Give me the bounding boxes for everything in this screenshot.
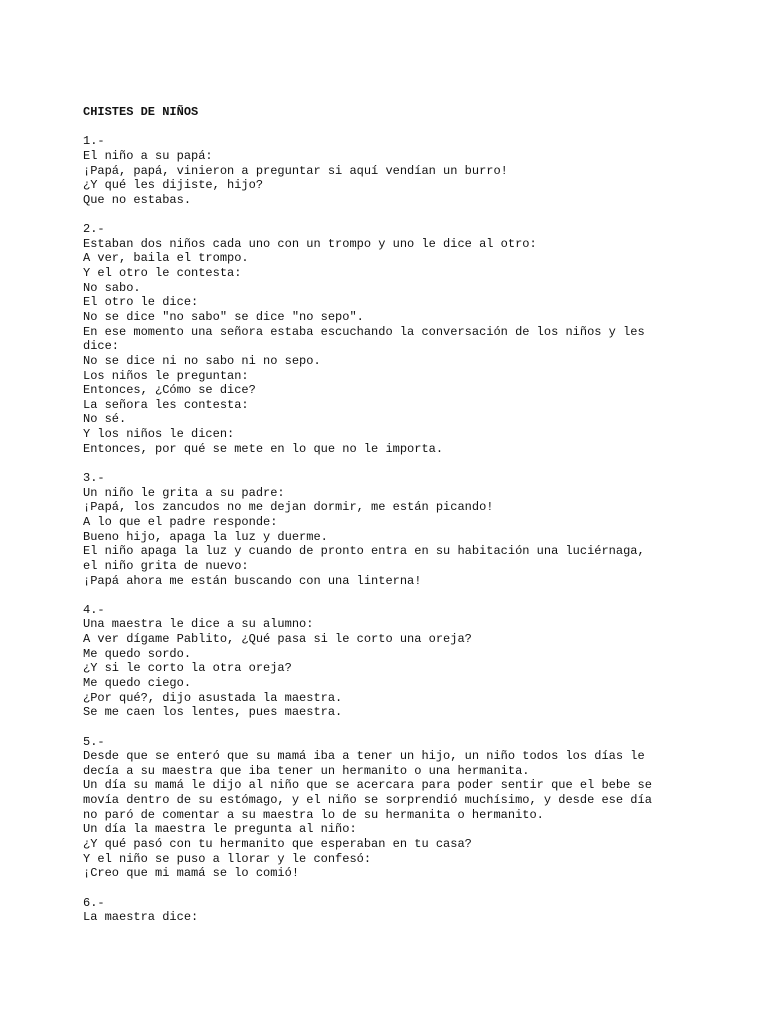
text-line: Una maestra le dice a su alumno: <box>83 617 314 632</box>
text-line: El otro le dice: <box>83 295 199 310</box>
text-line <box>83 720 723 735</box>
text-line: ¡Papá ahora me están buscando con una linterna! <box>83 573 422 588</box>
text-line <box>83 120 723 135</box>
text-line: movía dentro de su estómago, y el niño se sorprendió muchísimo, y desde ese día <box>83 793 652 808</box>
text-line: ¿Y qué les dijiste, hijo? <box>83 178 264 193</box>
text-line: Entonces, ¿Cómo se dice? <box>83 383 256 398</box>
text-line <box>83 881 723 896</box>
text-line: La señora les contesta: <box>83 397 249 412</box>
text-line: No se dice ni no sabo ni no sepo. <box>83 353 321 368</box>
text-line: ¡Papá, papá, vinieron a preguntar si aquí vendían un burro! <box>83 163 508 178</box>
text-line: Desde que se enteró que su mamá iba a tener un hijo, un niño todos los días le <box>83 749 645 764</box>
document-body <box>83 120 723 925</box>
document-title: CHISTES DE NIÑOS <box>83 105 199 119</box>
text-line: Los niños le preguntan: <box>83 368 249 383</box>
text-line <box>83 456 723 471</box>
text-line: Estaban dos niños cada uno con un trompo y uno le dice al otro: <box>83 236 537 251</box>
text-line: No sabo. <box>83 280 141 295</box>
text-line: Se me caen los lentes, pues maestra. <box>83 705 343 720</box>
text-line: ¿Y qué pasó con tu hermanito que esperaban en tu casa? <box>83 837 472 852</box>
text-line: ¡Creo que mi mamá se lo comió! <box>83 866 300 881</box>
text-line: Bueno hijo, apaga la luz y duerme. <box>83 529 328 544</box>
text-line: A ver dígame Pablito, ¿Qué pasa si le corto una oreja? <box>83 632 472 647</box>
document-text <box>83 105 723 925</box>
text-line: Y el otro le contesta: <box>83 266 242 281</box>
text-line: ¡Papá, los zancudos no me dejan dormir, me están picando! <box>83 500 494 515</box>
text-line: el niño grita de nuevo: <box>83 558 249 573</box>
text-line: En ese momento una señora estaba escuchando la conversación de los niños y les <box>83 324 645 339</box>
text-line: Un día la maestra le pregunta al niño: <box>83 822 357 837</box>
text-line: A ver, baila el trompo. <box>83 251 249 266</box>
text-line: Me quedo sordo. <box>83 646 192 661</box>
text-line: Un niño le grita a su padre: <box>83 485 285 500</box>
text-line <box>83 207 723 222</box>
text-line: El niño a su papá: <box>83 148 213 163</box>
text-line <box>83 588 723 603</box>
text-line: ¿Por qué?, dijo asustada la maestra. <box>83 690 343 705</box>
text-line: Y el niño se puso a llorar y le confesó: <box>83 851 372 866</box>
text-line: 3.- <box>83 471 105 486</box>
text-line: 2.- <box>83 222 105 237</box>
text-line: 4.- <box>83 602 105 617</box>
text-line: El niño apaga la luz y cuando de pronto entra en su habitación una luciérnaga, <box>83 544 645 559</box>
text-line: 1.- <box>83 134 105 149</box>
text-line: Entonces, por qué se mete en lo que no le importa. <box>83 441 444 456</box>
text-line: dice: <box>83 339 120 354</box>
text-line: No se dice "no sabo" se dice "no sepo". <box>83 309 364 324</box>
text-line: Y los niños le dicen: <box>83 427 235 442</box>
text-line: La maestra dice: <box>83 910 199 925</box>
text-line: Que no estabas. <box>83 192 192 207</box>
text-line: no paró de comentar a su maestra lo de su hermanita o hermanito. <box>83 807 544 822</box>
text-line: 6.- <box>83 895 105 910</box>
text-line: Un día su mamá le dijo al niño que se acercara para poder sentir que el bebe se <box>83 778 652 793</box>
text-line: decía a su maestra que iba tener un hermanito o una hermanita. <box>83 763 530 778</box>
text-line: ¿Y si le corto la otra oreja? <box>83 661 292 676</box>
text-line: A lo que el padre responde: <box>83 514 278 529</box>
text-line: 5.- <box>83 734 105 749</box>
text-line: Me quedo ciego. <box>83 675 192 690</box>
text-line: No sé. <box>83 412 127 427</box>
